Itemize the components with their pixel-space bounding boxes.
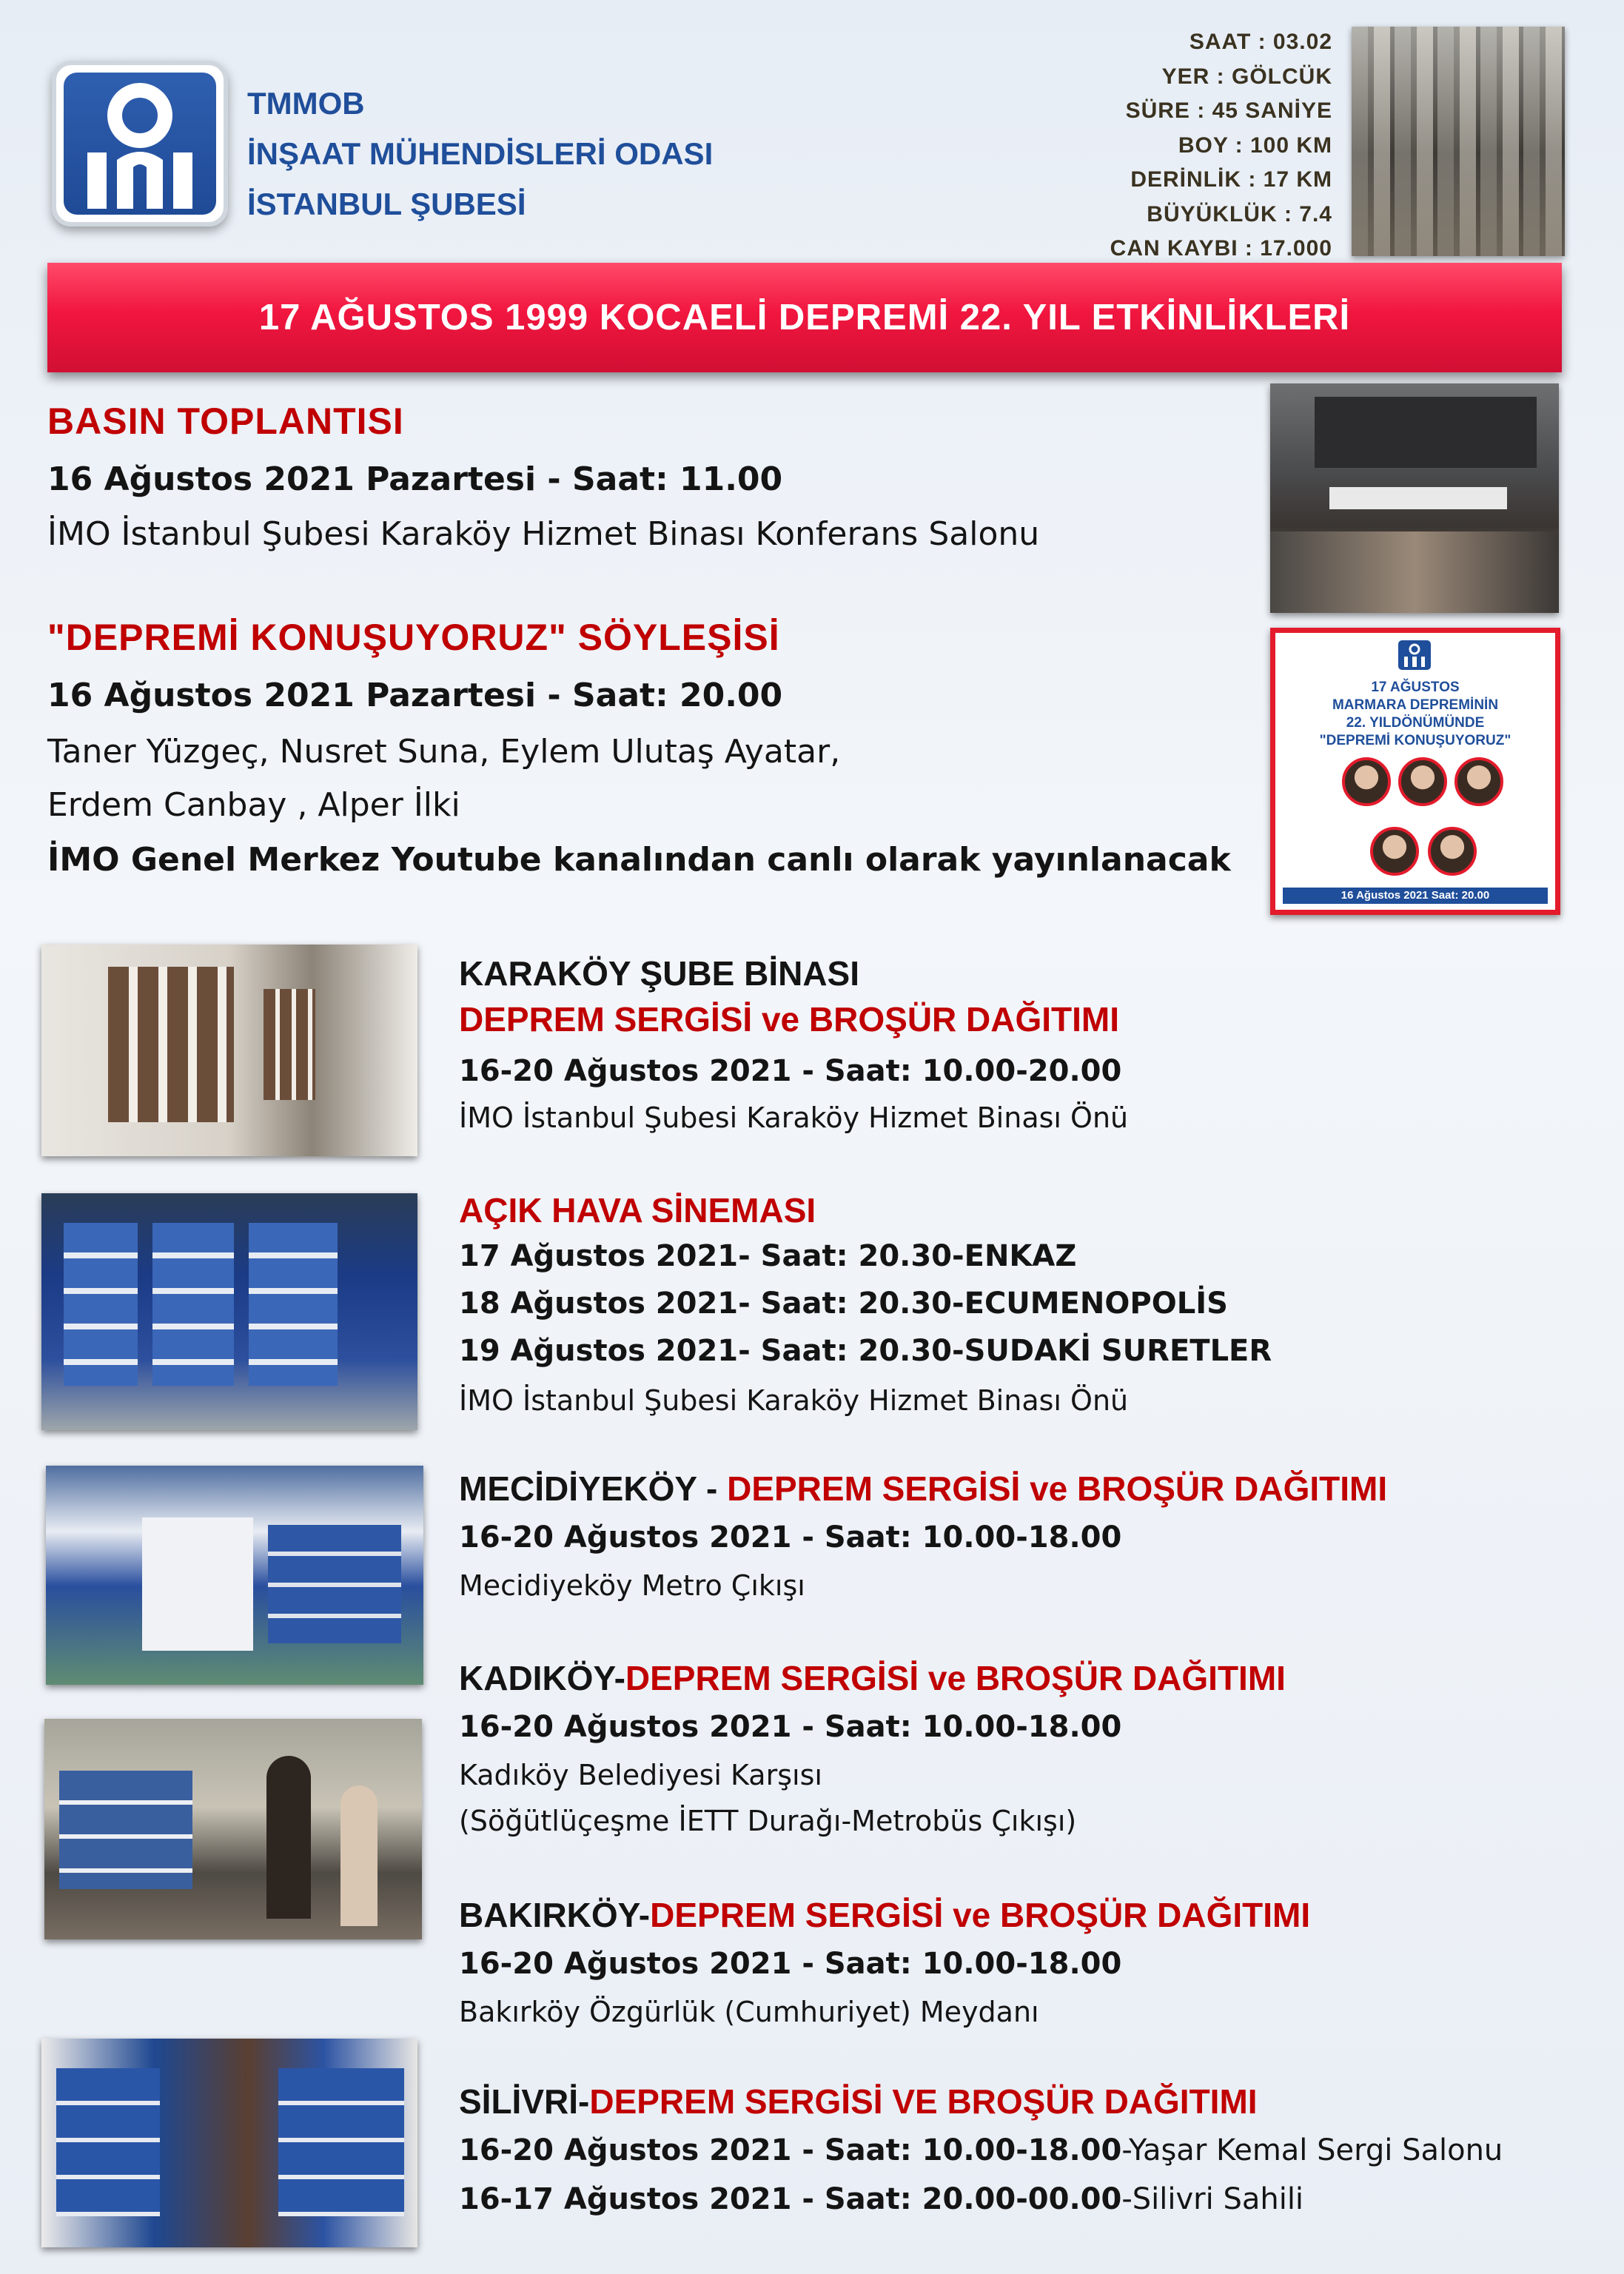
fact-place: YER : GÖLCÜK bbox=[1161, 64, 1332, 89]
fact-time: SAAT : 03.02 bbox=[1189, 30, 1332, 54]
exhibition-photo-kadikoy bbox=[44, 1719, 422, 1939]
silivri-title-district: SİLİVRİ- bbox=[459, 2082, 590, 2121]
kadikoy-place-2: (Söğütlüçeşme İETT Durağı-Metrobüs Çıkışı) bbox=[459, 1805, 1077, 1837]
kadikoy-place-1: Kadıköy Belediyesi Karşısı bbox=[459, 1759, 822, 1791]
bakirkoy-title-district: BAKIRKÖY- bbox=[459, 1896, 651, 1934]
press-conference-photo bbox=[1270, 383, 1559, 613]
silivri-line-2 bbox=[459, 2182, 1303, 2216]
speaker-avatar bbox=[1370, 827, 1419, 876]
karakoy-place: İMO İstanbul Şubesi Karaköy Hizmet Binası Önü bbox=[459, 1101, 1129, 1134]
exhibition-photo-karakoy bbox=[41, 945, 417, 1156]
open-air-cinema-photo bbox=[41, 1193, 417, 1430]
silivri-date-2: 16-17 Ağustos 2021 - Saat: 20.00-00.00 bbox=[459, 2182, 1122, 2216]
cinema-show-3: 19 Ağustos 2021- Saat: 20.30-SUDAKİ SURETLER bbox=[459, 1334, 1272, 1368]
fact-length: BOY : 100 KM bbox=[1178, 133, 1332, 158]
talk-title: "DEPREMİ KONUŞUYORUZ" SÖYLEŞİSİ bbox=[47, 617, 780, 658]
imo-logo bbox=[52, 61, 228, 227]
speaker-avatar bbox=[1454, 757, 1503, 806]
bakirkoy-place: Bakırköy Özgürlük (Cumhuriyet) Meydanı bbox=[459, 1996, 1039, 2028]
poster-title-3: 22. YILDÖNÜMÜNDE bbox=[1346, 715, 1485, 731]
collapsed-building-photo bbox=[1352, 27, 1565, 256]
mecidiyekoy-title bbox=[459, 1469, 1387, 1509]
poster-title-1: 17 AĞUSTOS bbox=[1371, 680, 1460, 695]
mecidiyekoy-title-event: DEPREM SERGİSİ ve BROŞÜR DAĞITIMI bbox=[727, 1469, 1388, 1508]
kadikoy-date: 16-20 Ağustos 2021 - Saat: 10.00-18.00 bbox=[459, 1710, 1122, 1744]
poster-logo-icon bbox=[1398, 640, 1431, 670]
banner-title: 17 AĞUSTOS 1999 KOCAELİ DEPREMİ 22. YIL ETKİNLİKLERİ bbox=[258, 298, 1351, 338]
fact-magnitude: BÜYÜKLÜK : 7.4 bbox=[1147, 201, 1332, 227]
cinema-show-1: 17 Ağustos 2021- Saat: 20.30-ENKAZ bbox=[459, 1239, 1077, 1273]
poster-title-4: "DEPREMİ KONUŞUYORUZ" bbox=[1319, 733, 1511, 748]
silivri-line-1 bbox=[459, 2133, 1503, 2167]
speaker-avatar bbox=[1428, 827, 1477, 876]
title-banner bbox=[47, 263, 1562, 372]
kadikoy-title-district: KADIKÖY- bbox=[459, 1659, 625, 1697]
kadikoy-title-event: DEPREM SERGİSİ ve BROŞÜR DAĞITIMI bbox=[625, 1659, 1286, 1697]
bakirkoy-title bbox=[459, 1895, 1310, 1935]
silivri-place-1: -Yaşar Kemal Sergi Salonu bbox=[1121, 2133, 1503, 2167]
org-line-2: İNŞAAT MÜHENDİSLERİ ODASI bbox=[247, 136, 714, 171]
press-date: 16 Ağustos 2021 Pazartesi - Saat: 11.00 bbox=[47, 460, 783, 498]
imo-logo-icon bbox=[64, 73, 216, 215]
karakoy-title-2: DEPREM SERGİSİ ve BROŞÜR DAĞITIMI bbox=[459, 1000, 1120, 1039]
organization-name bbox=[247, 78, 713, 229]
talk-date: 16 Ağustos 2021 Pazartesi - Saat: 20.00 bbox=[47, 677, 783, 714]
kadikoy-title bbox=[459, 1658, 1286, 1698]
org-line-3: İSTANBUL ŞUBESİ bbox=[247, 187, 526, 221]
cinema-show-2: 18 Ağustos 2021- Saat: 20.30-ECUMENOPOLİS bbox=[459, 1287, 1228, 1321]
talk-speakers-1: Taner Yüzgeç, Nusret Suna, Eylem Ulutaş Ayatar, bbox=[47, 733, 841, 771]
karakoy-title-1: KARAKÖY ŞUBE BİNASI bbox=[459, 954, 859, 993]
bakirkoy-date: 16-20 Ağustos 2021 - Saat: 10.00-18.00 bbox=[459, 1947, 1122, 1981]
talk-speakers-2: Erdem Canbay , Alper İlki bbox=[47, 786, 460, 824]
silivri-place-2: -Silivri Sahili bbox=[1121, 2182, 1304, 2216]
silivri-title-event: DEPREM SERGİSİ VE BROŞÜR DAĞITIMI bbox=[589, 2082, 1258, 2121]
exhibition-photo-mecidiyekoy bbox=[46, 1466, 423, 1685]
karakoy-date: 16-20 Ağustos 2021 - Saat: 10.00-20.00 bbox=[459, 1054, 1122, 1088]
talk-broadcast: İMO Genel Merkez Youtube kanalından canlı olarak yayınlanacak bbox=[47, 841, 1231, 879]
mecidiyekoy-title-district: MECİDİYEKÖY - bbox=[459, 1469, 728, 1508]
org-line-1: TMMOB bbox=[247, 86, 365, 121]
cinema-title: AÇIK HAVA SİNEMASI bbox=[459, 1191, 816, 1230]
press-title: BASIN TOPLANTISI bbox=[47, 400, 404, 442]
exhibition-photo-silivri bbox=[41, 2039, 417, 2247]
mecidiyekoy-place: Mecidiyeköy Metro Çıkışı bbox=[459, 1569, 805, 1602]
fact-casualties: CAN KAYBI : 17.000 bbox=[1110, 236, 1332, 261]
speaker-avatar bbox=[1342, 757, 1391, 806]
bakirkoy-title-event: DEPREM SERGİSİ ve BROŞÜR DAĞITIMI bbox=[650, 1896, 1311, 1934]
silivri-title bbox=[459, 2082, 1258, 2122]
earthquake-facts bbox=[1110, 25, 1332, 266]
fact-depth: DERİNLİK : 17 KM bbox=[1130, 167, 1332, 192]
talk-poster bbox=[1270, 628, 1560, 915]
speaker-avatar bbox=[1398, 757, 1447, 806]
press-place: İMO İstanbul Şubesi Karaköy Hizmet Binası Konferans Salonu bbox=[47, 515, 1040, 553]
poster-date: 16 Ağustos 2021 Saat: 20.00 bbox=[1283, 888, 1548, 904]
silivri-date-1: 16-20 Ağustos 2021 - Saat: 10.00-18.00 bbox=[459, 2133, 1122, 2167]
cinema-place: İMO İstanbul Şubesi Karaköy Hizmet Binası Önü bbox=[459, 1384, 1129, 1417]
poster-title bbox=[1275, 679, 1555, 750]
fact-duration: SÜRE : 45 SANİYE bbox=[1125, 98, 1332, 123]
poster-title-2: MARMARA DEPREMİNİN bbox=[1332, 697, 1499, 713]
mecidiyekoy-date: 16-20 Ağustos 2021 - Saat: 10.00-18.00 bbox=[459, 1520, 1122, 1554]
